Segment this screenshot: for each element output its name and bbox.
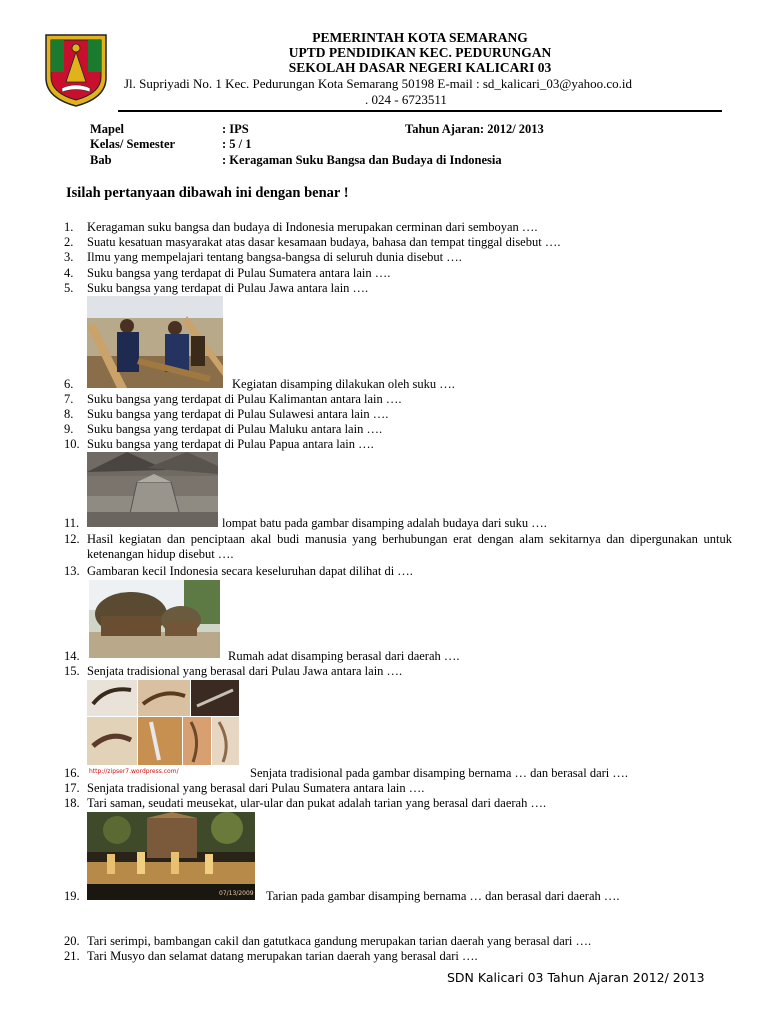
q15-text: Senjata tradisional yang berasal dari Pulau Jawa antara lain …. <box>87 664 403 678</box>
tribal-activity-photo <box>87 296 223 388</box>
dance-photo <box>87 812 255 900</box>
weapons-photo <box>87 680 239 778</box>
q21-number: 21. <box>64 949 80 963</box>
header-line-1: PEMERINTAH KOTA SEMARANG <box>312 30 528 45</box>
q6-text: Kegiatan disamping dilakukan oleh suku …. <box>232 377 455 391</box>
bab-value: : Keragaman Suku Bangsa dan Budaya di Indonesia <box>222 153 502 167</box>
q3-number: 3. <box>64 250 74 264</box>
dance-watermark: 07/13/2009 <box>219 890 254 897</box>
q4-number: 4. <box>64 266 74 280</box>
q16-text: Senjata tradisional pada gambar disamping bernama … dan berasal dari …. <box>250 766 628 780</box>
q10-text: Suku bangsa yang terdapat di Pulau Papua antara lain …. <box>87 437 374 451</box>
q1-text: Keragaman suku bangsa dan budaya di Indonesia merupakan cerminan dari semboyan …. <box>87 220 538 234</box>
school-address: Jl. Supriyadi No. 1 Kec. Pedurungan Kota Semarang 50198 E-mail : sd_kalicari_03@yahoo.co.id <box>124 76 633 91</box>
q1-number: 1. <box>64 220 74 234</box>
q8-text: Suku bangsa yang terdapat di Pulau Sulawesi antara lain …. <box>87 407 389 421</box>
q11-number: 11. <box>64 516 80 530</box>
stone-jump-photo <box>87 452 218 527</box>
q7-text: Suku bangsa yang terdapat di Pulau Kalimantan antara lain …. <box>87 392 402 406</box>
q21-text: Tari Musyo dan selamat datang merupakan tarian daerah yang berasal dari …. <box>87 949 478 963</box>
mapel-label: Mapel <box>90 122 125 136</box>
header-rule <box>118 110 722 112</box>
q14-text: Rumah adat disamping berasal dari daerah …. <box>228 649 460 663</box>
q19-number: 19. <box>64 889 80 903</box>
kelas-value: : 5 / 1 <box>222 137 252 151</box>
school-year: Tahun Ajaran: 2012/ 2013 <box>405 122 544 136</box>
page-footer: SDN Kalicari 03 Tahun Ajaran 2012/ 2013 <box>447 970 705 985</box>
q18-number: 18. <box>64 796 80 810</box>
kelas-label: Kelas/ Semester <box>90 137 176 151</box>
q6-number: 6. <box>64 377 74 391</box>
q17-text: Senjata tradisional yang berasal dari Pulau Sumatera antara lain …. <box>87 781 425 795</box>
q18-text: Tari saman, seudati meusekat, ular-ular dan pukat adalah tarian yang berasal dari daerah …. <box>87 796 547 810</box>
q20-number: 20. <box>64 934 80 948</box>
q4-text: Suku bangsa yang terdapat di Pulau Sumatera antara lain …. <box>87 266 391 280</box>
school-phone: . 024 - 6723511 <box>365 92 447 107</box>
q16-number: 16. <box>64 766 80 780</box>
q20-text: Tari serimpi, bambangan cakil dan gatutkaca gandung merupakan tarian daerah yang berasal dari …. <box>87 934 592 948</box>
mapel-value: : IPS <box>222 122 249 136</box>
traditional-house-photo <box>89 580 220 658</box>
header-line-3: SEKOLAH DASAR NEGERI KALICARI 03 <box>288 60 552 75</box>
instruction: Isilah pertanyaan dibawah ini dengan benar ! <box>66 185 349 201</box>
q8-number: 8. <box>64 407 74 421</box>
bab-label: Bab <box>90 153 112 167</box>
q9-text: Suku bangsa yang terdapat di Pulau Maluku antara lain …. <box>87 422 383 436</box>
city-emblem-icon <box>42 32 110 108</box>
q2-number: 2. <box>64 235 74 249</box>
q7-number: 7. <box>64 392 74 406</box>
q5-number: 5. <box>64 281 74 295</box>
q13-number: 13. <box>64 564 80 578</box>
q2-text: Suatu kesatuan masyarakat atas dasar kesamaan budaya, bahasa dan tempat tinggal disebut …. <box>87 235 561 249</box>
q14-number: 14. <box>64 649 80 663</box>
weapons-watermark: http://zipser7.wordpress.com/ <box>89 768 179 775</box>
q12-number: 12. <box>64 532 80 546</box>
school-logo <box>42 32 110 108</box>
q12-text: Hasil kegiatan dan penciptaan akal budi manusia yang berhubungan erat dengan alam sekitarnya dan dipergunakan untuk ketenangan hidup disebut …. <box>87 532 732 561</box>
q17-number: 17. <box>64 781 80 795</box>
q5-text: Suku bangsa yang terdapat di Pulau Jawa antara lain …. <box>87 281 369 295</box>
q15-number: 15. <box>64 664 80 678</box>
q3-text: Ilmu yang mempelajari tentang bangsa-bangsa di seluruh dunia disebut …. <box>87 250 462 264</box>
q11-text: lompat batu pada gambar disamping adalah budaya dari suku …. <box>222 516 547 530</box>
q13-text: Gambaran kecil Indonesia secara keseluruhan dapat dilihat di …. <box>87 564 413 578</box>
header-line-2: UPTD PENDIDIKAN KEC. PEDURUNGAN <box>288 45 552 60</box>
q9-number: 9. <box>64 422 74 436</box>
q19-text: Tarian pada gambar disamping bernama … dan berasal dari daerah …. <box>266 889 620 903</box>
q10-number: 10. <box>64 437 80 451</box>
